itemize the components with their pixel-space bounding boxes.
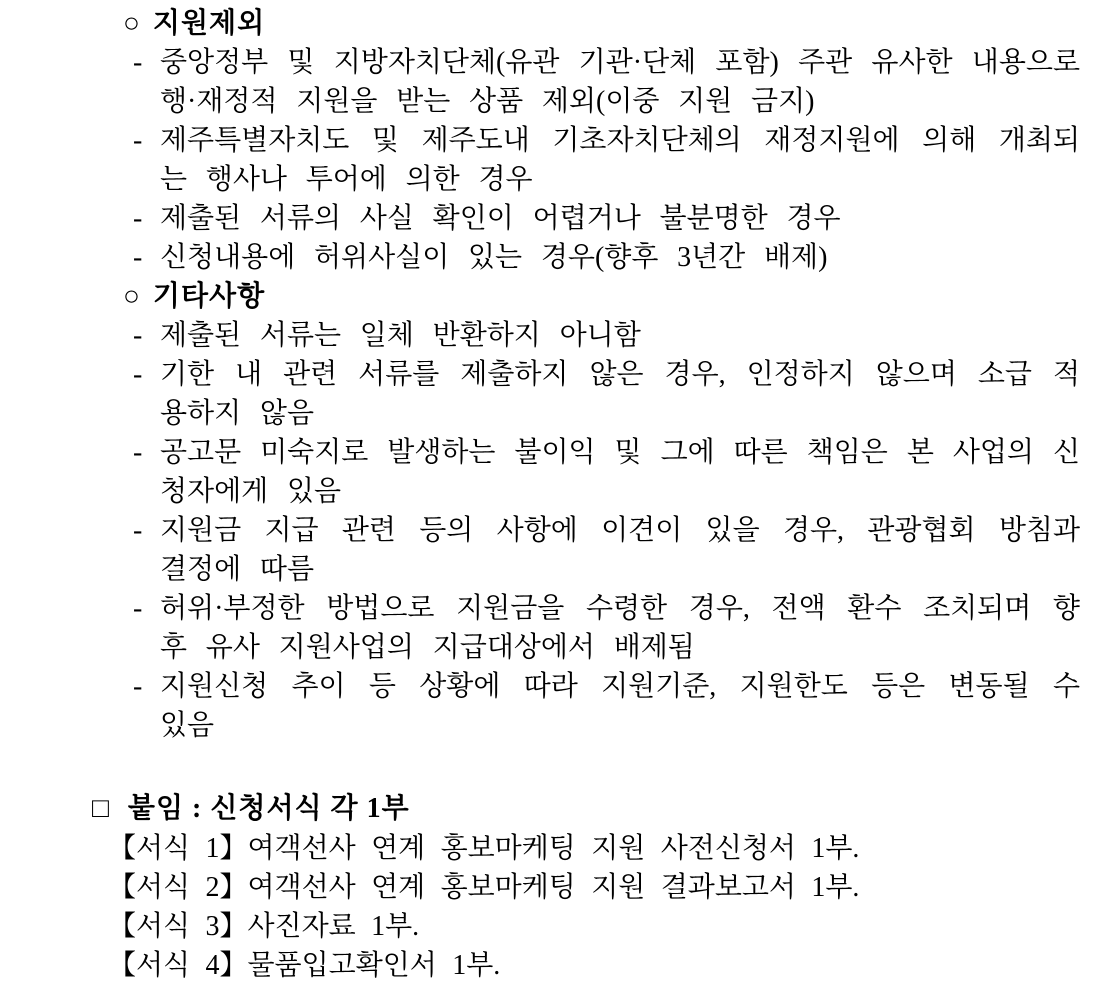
attachment-title: 붙임 : 신청서식 각 1부 [127,793,410,824]
bullet-circle-icon: ○ [123,8,141,39]
vertical-spacer [0,745,1116,789]
list-item [133,121,1080,199]
list-item [133,316,1080,355]
list-item [133,43,1080,121]
section-title: 기타사항 [152,281,266,312]
bullet-square-icon: □ [92,793,110,824]
list-item-text: 지원신청 추이 등 상황에 따라 지원기준, 지원한도 등은 변동될 수 있음 [160,671,1080,741]
dash-marker: - [133,242,143,273]
list-item-text: 중앙정부 및 지방자치단체(유관 기관·단체 포함) 주관 유사한 내용으로 행·재정적 지원을 받는 상품 제외(이중 지원 금지) [160,47,1080,117]
dash-marker: - [133,359,143,390]
list-item-text: 제출된 서류의 사실 확인이 어렵거나 불분명한 경우 [160,203,841,234]
list-item-text: 지원금 지급 관련 등의 사항에 이견이 있을 경우, 관광협회 방침과 결정에 따름 [160,515,1080,585]
attachment-heading [0,789,1116,829]
bullet-circle-icon: ○ [123,281,141,312]
dash-marker: - [133,125,143,156]
attachment-form-line: 【서식 1】여객선사 연계 홍보마케팅 지원 사전신청서 1부. [108,833,860,864]
section-heading-exclusions [0,4,1116,43]
list-item [133,199,1080,238]
dash-marker: - [133,671,143,702]
list-item [133,355,1080,433]
attachment-form-line: 【서식 4】물품입고확인서 1부. [108,950,501,981]
list-item [133,433,1080,511]
list-item [133,511,1080,589]
list-item [133,238,1080,277]
list-item-text: 신청내용에 허위사실이 있는 경우(향후 3년간 배제) [160,242,828,273]
dash-marker: - [133,593,143,624]
attachment-form-line: 【서식 2】여객선사 연계 홍보마케팅 지원 결과보고서 1부. [108,872,860,903]
list-item [133,667,1080,745]
list-item-text: 공고문 미숙지로 발생하는 불이익 및 그에 따른 책임은 본 사업의 신청자에게 있음 [160,437,1080,507]
list-item-text: 기한 내 관련 서류를 제출하지 않은 경우, 인정하지 않으며 소급 적용하지 않음 [160,359,1080,429]
attachment-form-line: 【서식 3】사진자료 1부. [108,911,420,942]
dash-marker: - [133,203,143,234]
dash-marker: - [133,437,143,468]
dash-marker: - [133,320,143,351]
dash-marker: - [133,47,143,78]
list-item-text: 제출된 서류는 일체 반환하지 아니함 [160,320,641,351]
section-heading-misc [0,277,1116,316]
section-title: 지원제외 [152,8,266,39]
list-item-text: 허위·부정한 방법으로 지원금을 수령한 경우, 전액 환수 조치되며 향후 유사 지원사업의 지급대상에서 배제됨 [160,593,1080,663]
list-item [133,589,1080,667]
dash-marker: - [133,515,143,546]
list-item-text: 제주특별자치도 및 제주도내 기초자치단체의 재정지원에 의해 개최되는 행사나 투어에 의한 경우 [160,125,1080,195]
